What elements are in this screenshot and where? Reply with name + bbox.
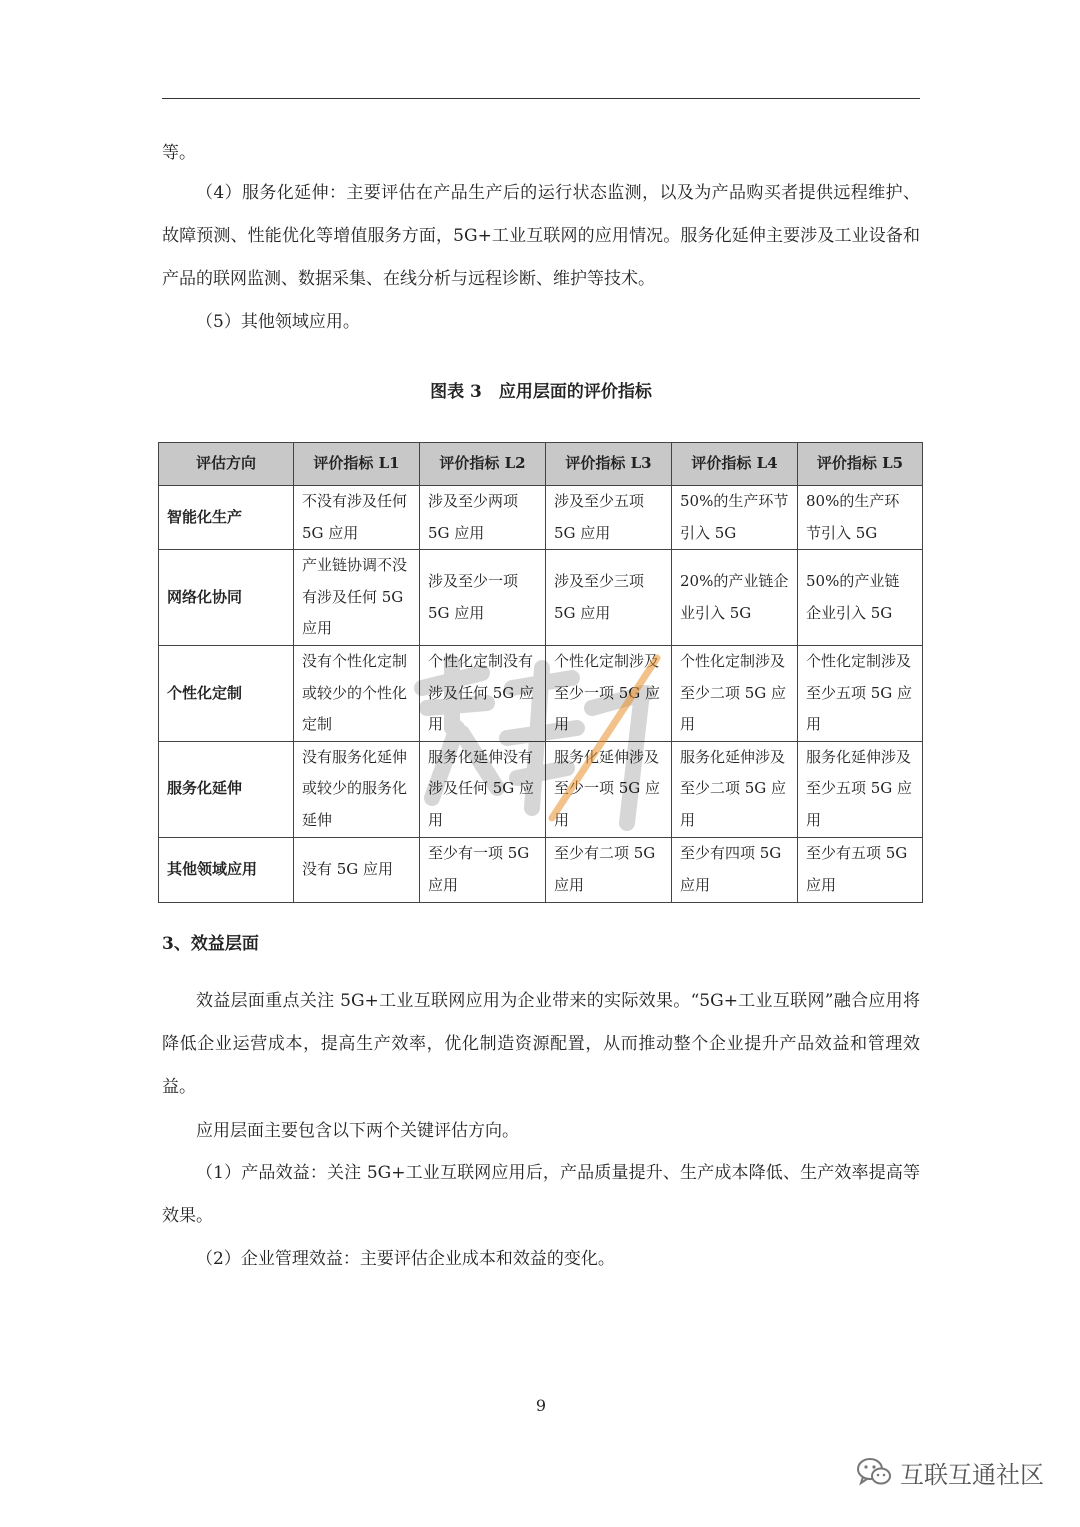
header-cell: 评价指标 L5 (798, 443, 923, 486)
table-cell: 个性化定制没有涉及任何 5G 应用 (420, 646, 546, 742)
header-cell: 评价指标 L1 (294, 443, 420, 486)
header-rule (162, 98, 920, 99)
table-cell: 涉及至少一项 5G 应用 (420, 550, 546, 646)
table-cell: 没有服务化延伸或较少的服务化延伸 (294, 741, 420, 837)
table-cell: 没有 5G 应用 (294, 837, 420, 902)
table-cell: 没有个性化定制或较少的个性化定制 (294, 646, 420, 742)
direction-cell: 网络化协同 (159, 550, 294, 646)
section-heading: 3、效益层面 (162, 934, 259, 954)
direction-cell: 个性化定制 (159, 646, 294, 742)
header-cell: 评价指标 L3 (546, 443, 672, 486)
page-number: 9 (535, 1396, 547, 1415)
paragraph-continuation: 等。 (162, 143, 196, 163)
table-cell: 50%的产业链企业引入 5G (798, 550, 923, 646)
table-row (159, 837, 923, 902)
header-cell: 评价指标 L2 (420, 443, 546, 486)
direction-cell: 服务化延伸 (159, 741, 294, 837)
table-cell: 至少有五项 5G 应用 (798, 837, 923, 902)
paragraph-management-benefit: （2）企业管理效益：主要评估企业成本和效益的变化。 (196, 1249, 615, 1269)
figure-title: 图表 3 应用层面的评价指标 (430, 382, 652, 402)
table-cell: 80%的生产环节引入 5G (798, 486, 923, 550)
brand-label: 互联互通社区 (900, 1460, 1044, 1489)
table-cell: 50%的生产环节引入 5G (672, 486, 798, 550)
direction-cell: 其他领域应用 (159, 837, 294, 902)
direction-cell: 智能化生产 (159, 486, 294, 550)
table-row (159, 486, 923, 550)
table-cell: 服务化延伸涉及至少五项 5G 应用 (798, 741, 923, 837)
table-cell: 至少有二项 5G 应用 (546, 837, 672, 902)
wechat-icon (856, 1457, 892, 1487)
table-cell: 个性化定制涉及至少一项 5G 应用 (546, 646, 672, 742)
table-cell: 产业链协调不没有涉及任何 5G 应用 (294, 550, 420, 646)
table-row (159, 646, 923, 742)
table-cell: 20%的产业链企业引入 5G (672, 550, 798, 646)
table-header-row (159, 443, 923, 486)
paragraph-product-benefit: （1）产品效益：关注 5G+工业互联网应用后，产品质量提升、生产成本降低、生产效率提高等效果。 (162, 1163, 920, 1226)
table-cell: 不没有涉及任何 5G 应用 (294, 486, 420, 550)
table-cell: 个性化定制涉及至少二项 5G 应用 (672, 646, 798, 742)
header-cell: 评价指标 L4 (672, 443, 798, 486)
table-cell: 至少有四项 5G 应用 (672, 837, 798, 902)
table-cell: 服务化延伸涉及至少一项 5G 应用 (546, 741, 672, 837)
paragraph-benefit-directions: 应用层面主要包含以下两个关键评估方向。 (196, 1121, 519, 1141)
table-cell: 服务化延伸涉及至少二项 5G 应用 (672, 741, 798, 837)
table-cell: 涉及至少五项 5G 应用 (546, 486, 672, 550)
paragraph-other-applications: （5）其他领域应用。 (196, 312, 360, 332)
table-row (159, 550, 923, 646)
brand-watermark (856, 1452, 1044, 1492)
table-cell: 涉及至少三项 5G 应用 (546, 550, 672, 646)
header-cell: 评估方向 (159, 443, 294, 486)
table-cell: 服务化延伸没有涉及任何 5G 应用 (420, 741, 546, 837)
table-cell: 个性化定制涉及至少五项 5G 应用 (798, 646, 923, 742)
paragraph-service-extension: （4）服务化延伸：主要评估在产品生产后的运行状态监测，以及为产品购买者提供远程维护、故障预测、性能优化等增值服务方面，5G+工业互联网的应用情况。服务化延伸主要涉及工业设备和产品的联网监测、数据采集、在线分析与远程诊断、维护等技术。 (162, 183, 920, 289)
table-cell: 至少有一项 5G 应用 (420, 837, 546, 902)
evaluation-table (158, 442, 923, 903)
table-cell: 涉及至少两项 5G 应用 (420, 486, 546, 550)
table-row (159, 741, 923, 837)
paragraph-benefit-intro: 效益层面重点关注 5G+工业互联网应用为企业带来的实际效果。“5G+工业互联网”融合应用将降低企业运营成本，提高生产效率，优化制造资源配置，从而推动整个企业提升产品效益和管理效益。 (162, 991, 920, 1097)
